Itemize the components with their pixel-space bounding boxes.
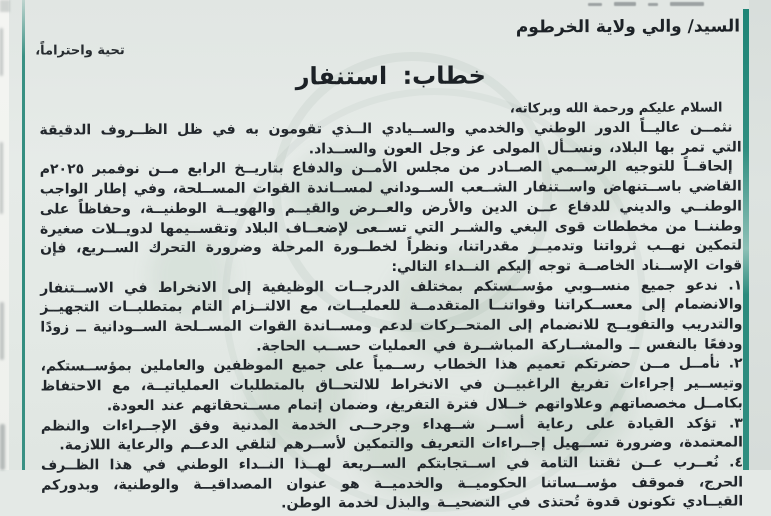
salutation-line: تحية واحتراماً، bbox=[35, 43, 125, 59]
letter-body bbox=[40, 118, 744, 515]
paragraph: إلحاقــاً للتوجيه الرســمي الصــادر من مجلس الأمــن والدفاع بتاريــخ الرابع مــن نوفمبر ٢٠٢٥م القاضي باســتنهاض واســتنفار الشــعب الســوداني لمســاندة القوات المســلحة، وفي إطار الواجب الوطنــي والديني للدفاع عــن الدين والأرض والعــرض والقيــم والهويــة الوطنيــة، وحفاظاً على وطننــا من مخططات قوى البغي والشــر التي تســعى لإضعــاف البلاد وتقســيمها لدويــلات صغيرة لتمكين نهــب ثرواتنا وتدميــر مقدراتنا، ونظراً لخطــورة المرحلة وضرورة التحرك الســريع، فإن قوات الإســناد الخاصــة توجه إليكم النــداء التالي: bbox=[39, 158, 743, 275]
letter-title: خطاب: استنفار bbox=[295, 61, 487, 91]
greeting-line: السلام عليكم ورحمة الله وبركاته، bbox=[509, 100, 723, 117]
paragraph: ١. ندعو جميع منســوبي مؤســستكم بمختلف الدرجــات الوظيفية إلى الانخراط في الاســتنفار والانضمام إلى معســكراتنا وقواتنــا المتقدمــة للعمليــات، مع الالتــزام التام بمتطلبــات التجهيــز والتدريب والتفويــج للانضمام إلى المتحــركات لدعم ومســاندة القوات المســلحة الســودانية ــ زودًا ودفعًا بالنفس ــ والمشــاركة المباشــرة في العمليات حســب الحاجة. bbox=[40, 277, 743, 355]
paragraph: ٤. نُعــرب عــن ثقتنا التامة في اســتجابتكم الســريعة لهــذا النــداء الوطني في هذا الظــرف الحرج، فموقف مؤســساتنا الحكوميــة والخدميــة هو عنوان المصداقيــة والوطنية، وبدوركم القيــادي تكونون قدوة تُحتذى في التضحيــة والبذل لخدمة الوطن. bbox=[40, 454, 744, 512]
recipient-line: السيد/ والي ولاية الخرطوم bbox=[515, 16, 741, 38]
paragraph: ٣. تؤكد القيادة على رعاية أســر شــهداء وجرحــى الخدمة المدنية وفق الإجــراءات والنظم المعتمدة، وضرورة تســهيل إجــراءات التعريف والتمكين لأســرهم لتلقي الدعــم والرعاية اللازمة. bbox=[40, 414, 743, 454]
paragraph: نثمــن عاليــاً الدور الوطني والخدمي والســيادي الــذي تقومون به في ظل الظــروف الدقيقة التي تمر بها البلاد، ونســأل المولى عز وجل العون والســداد. bbox=[39, 119, 742, 158]
paragraph: ٢. نأمــل مــن حضرتكم تعميم هذا الخطاب رســمياً على جميع الموظفين والعاملين بمؤســستكم، وتيســير إجراءات تفريغ الراغبيــن في الانخراط للالتحــاق بالمتطلبات العملياتيــة، مع الاحتفاظ بكامــل مخصصاتهم وعلاواتهم خــلال فترة التفريغ، وضمان إتمام مســتحقاتهم عند العودة. bbox=[40, 355, 743, 415]
